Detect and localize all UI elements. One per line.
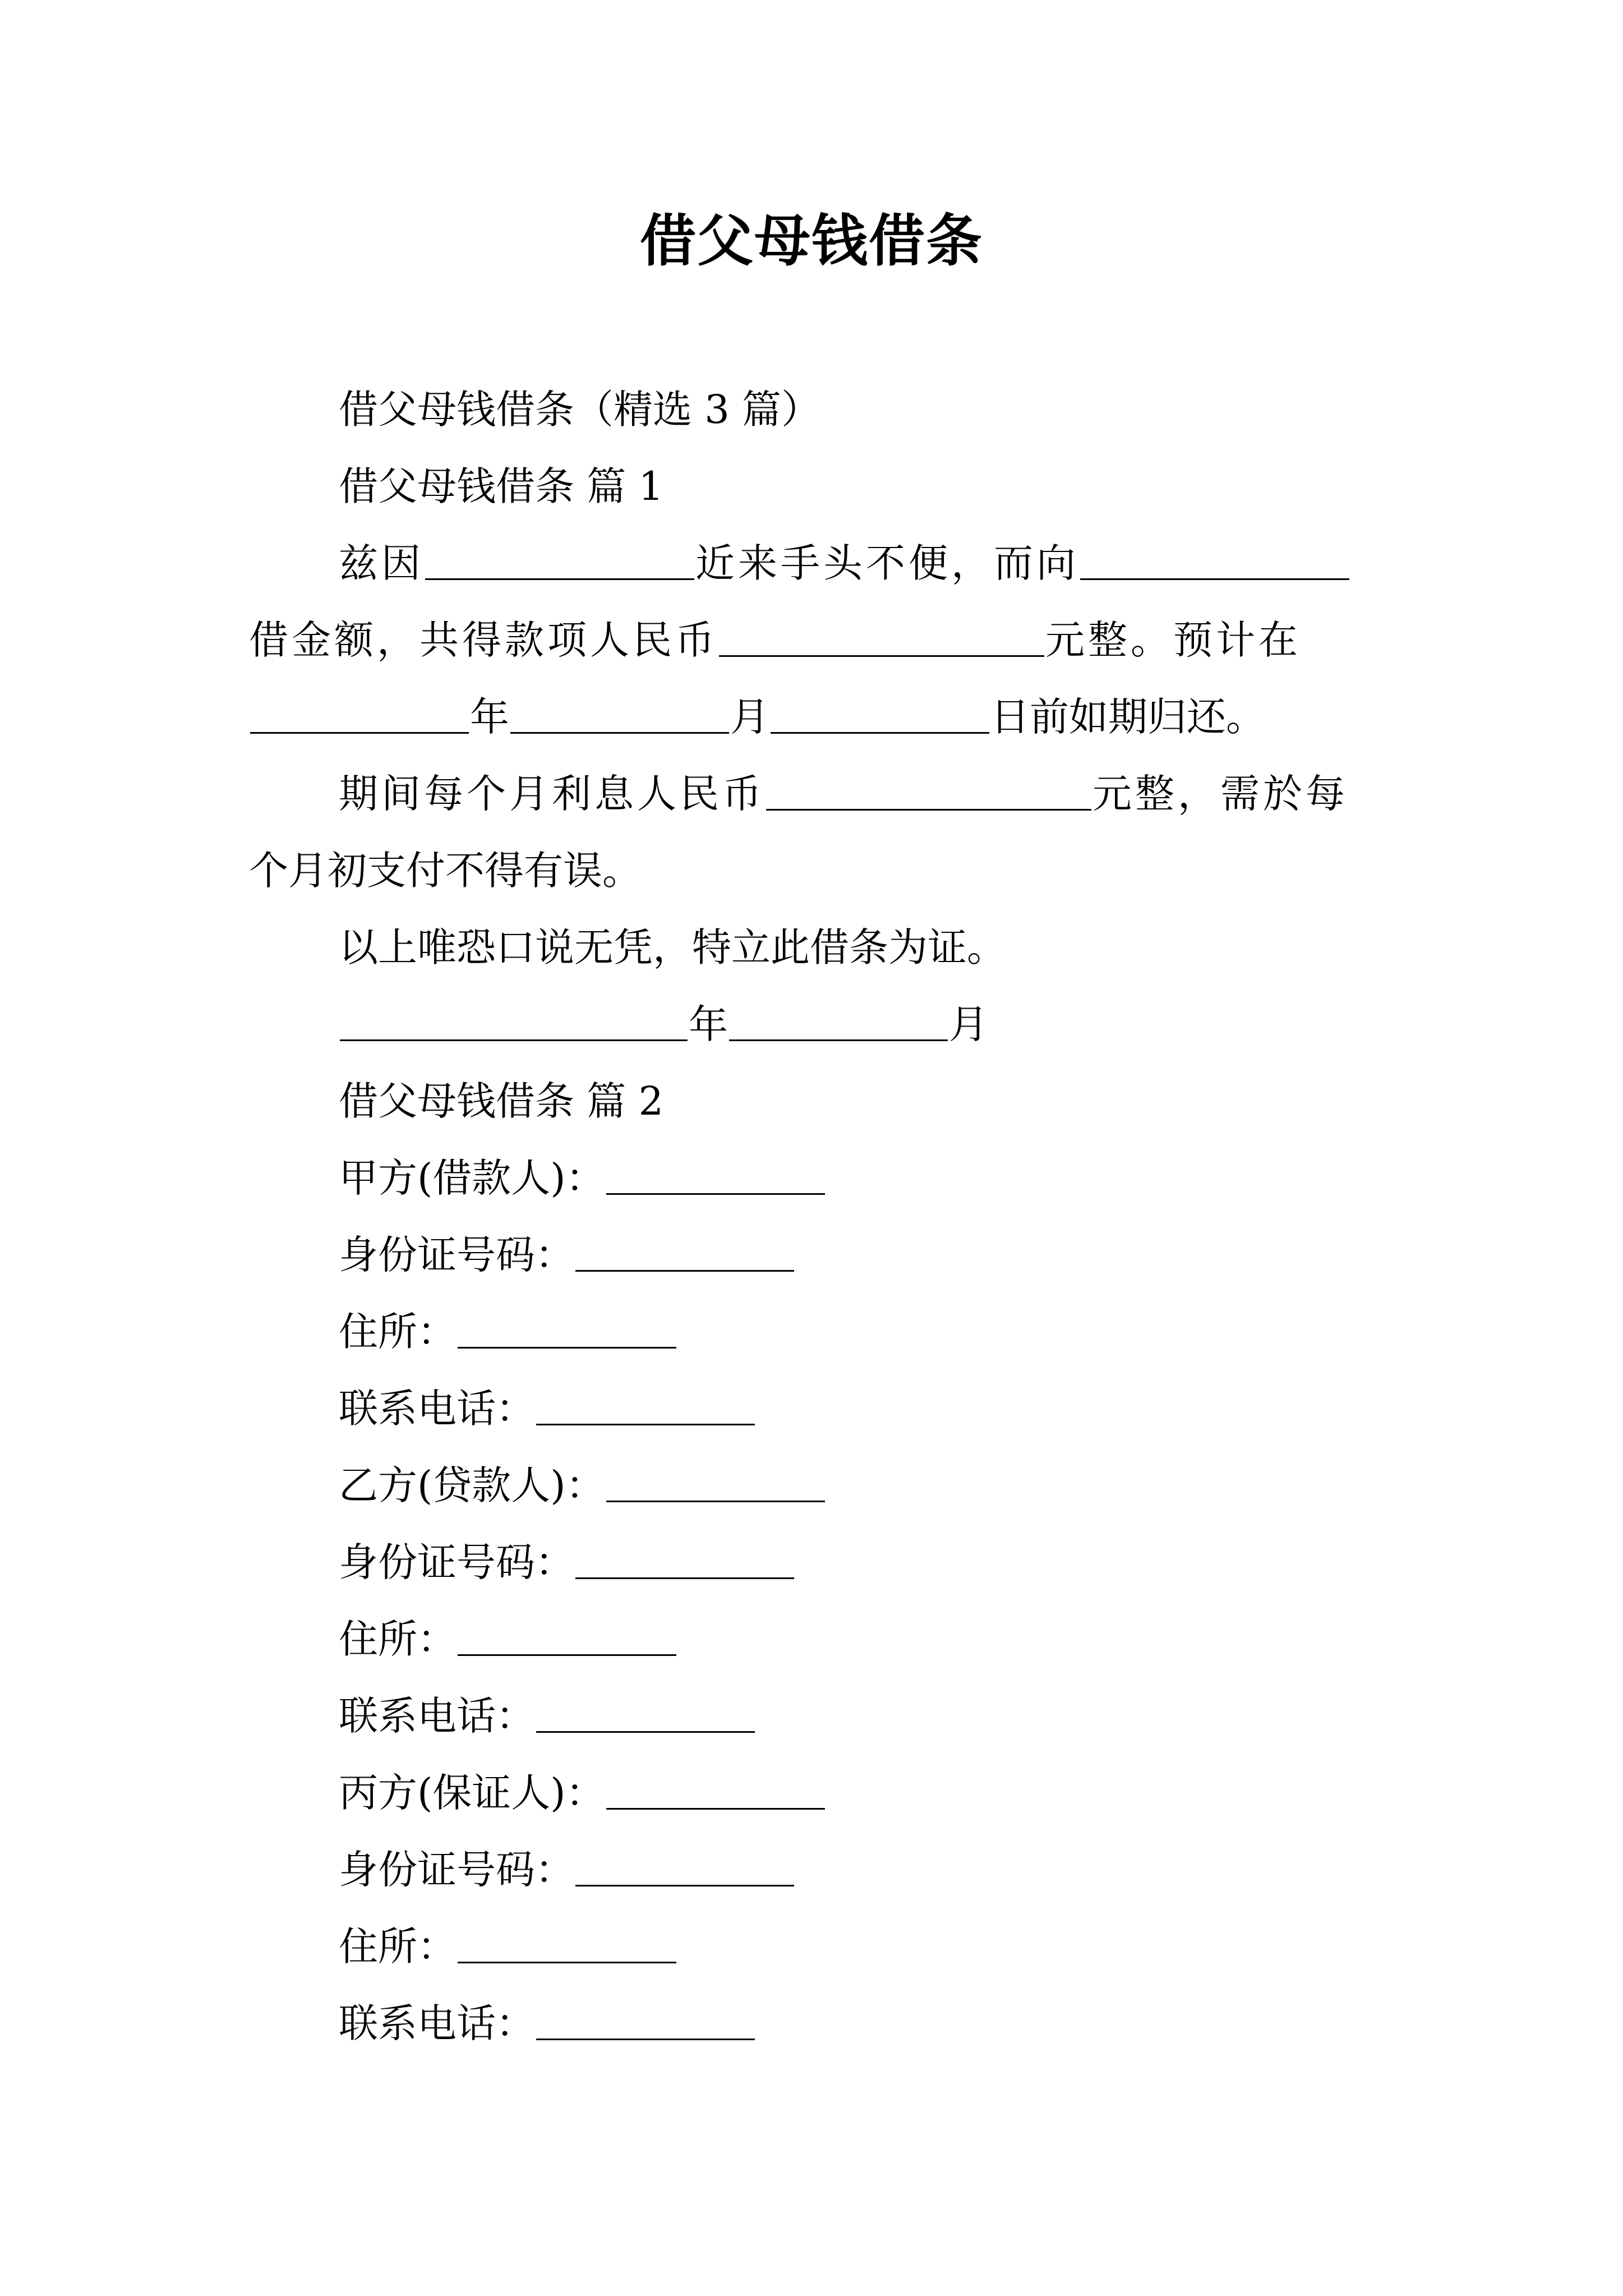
fill-in-blank[interactable] [536,2039,755,2040]
fill-in-blank[interactable] [771,732,989,734]
document-title: 借父母钱借条 [640,208,983,274]
paragraph-line: 以上唯恐口说无凭，特立此借条为证。 [339,924,1006,970]
text-run: 年 [470,694,509,740]
document-subtitle: 借父母钱借条（精选 3 篇） [339,386,821,432]
fill-in-blank[interactable] [606,1193,825,1195]
paragraph-line [249,525,1391,602]
fill-in-blank[interactable] [458,1347,676,1349]
text-run: 月 [730,694,769,740]
fill-in-blank[interactable] [575,1885,794,1887]
form-field-label: 联系电话： [339,1386,535,1432]
form-field-label: 住所： [339,1309,457,1355]
text-run: 日前如期归还。 [990,694,1265,740]
fill-in-blank[interactable] [729,1039,948,1041]
fill-in-blank[interactable] [250,732,469,734]
fill-in-blank[interactable] [510,732,729,734]
form-field-label: 住所： [339,1924,457,1970]
form-field-row [249,1217,1391,1294]
form-field-row [249,1140,1391,1217]
form-field-row [249,1370,1391,1447]
form-field-row [249,1447,1391,1524]
form-field-row [249,1294,1391,1370]
form-field-row [249,1832,1391,1908]
section-1-heading: 借父母钱借条 篇 1 [339,463,664,509]
text-run: 元整。预计在 [1045,617,1301,663]
document-body [249,371,1391,2062]
fill-in-blank[interactable] [425,578,694,580]
text-run: 月 [949,1001,988,1047]
form-field-label: 身份证号码： [339,1847,574,1893]
form-field-row [249,1908,1391,1985]
form-field-label: 丙方(保证人)： [339,1770,605,1816]
text-run: 近来手头不便，而向 [695,540,1079,586]
fill-in-blank[interactable] [606,1501,825,1502]
fill-in-blank[interactable] [575,1577,794,1579]
text-run: 兹因 [339,540,424,586]
form-field-row [249,1985,1391,2062]
form-field-row [249,1678,1391,1755]
form-field-label: 甲方(借款人)： [339,1155,605,1201]
fill-in-blank[interactable] [340,1039,688,1041]
form-field-row [249,1601,1391,1678]
paragraph-line [249,602,1391,679]
fill-in-blank[interactable] [766,809,1091,811]
form-field-label: 身份证号码： [339,1539,574,1585]
fill-in-blank[interactable] [575,1270,794,1272]
text-run: 元整，需於每 [1092,771,1348,817]
text-run: 年 [689,1001,728,1047]
form-field-label: 乙方(贷款人)： [339,1462,605,1508]
fill-in-blank[interactable] [458,1654,676,1656]
form-field-label: 住所： [339,1616,457,1662]
form-field-row [249,1524,1391,1601]
fill-in-blank[interactable] [1080,578,1349,580]
text-run: 借金额，共得款项人民币 [249,617,718,663]
form-field-row [249,1755,1391,1832]
form-field-label: 联系电话： [339,1693,535,1739]
paragraph-line [249,756,1391,832]
fill-in-blank[interactable] [458,1962,676,1963]
paragraph-line: 个月初支付不得有误。 [249,848,642,894]
date-line [249,986,1391,1063]
text-run: 期间每个月利息人民币 [339,771,765,817]
fill-in-blank[interactable] [606,1808,825,1810]
form-field-label: 联系电话： [339,2000,535,2046]
fill-in-blank[interactable] [719,655,1044,657]
form-field-label: 身份证号码： [339,1232,574,1278]
fill-in-blank[interactable] [536,1424,755,1425]
section-2-heading: 借父母钱借条 篇 2 [339,1078,664,1124]
fill-in-blank[interactable] [536,1731,755,1733]
paragraph-line [249,679,1391,756]
